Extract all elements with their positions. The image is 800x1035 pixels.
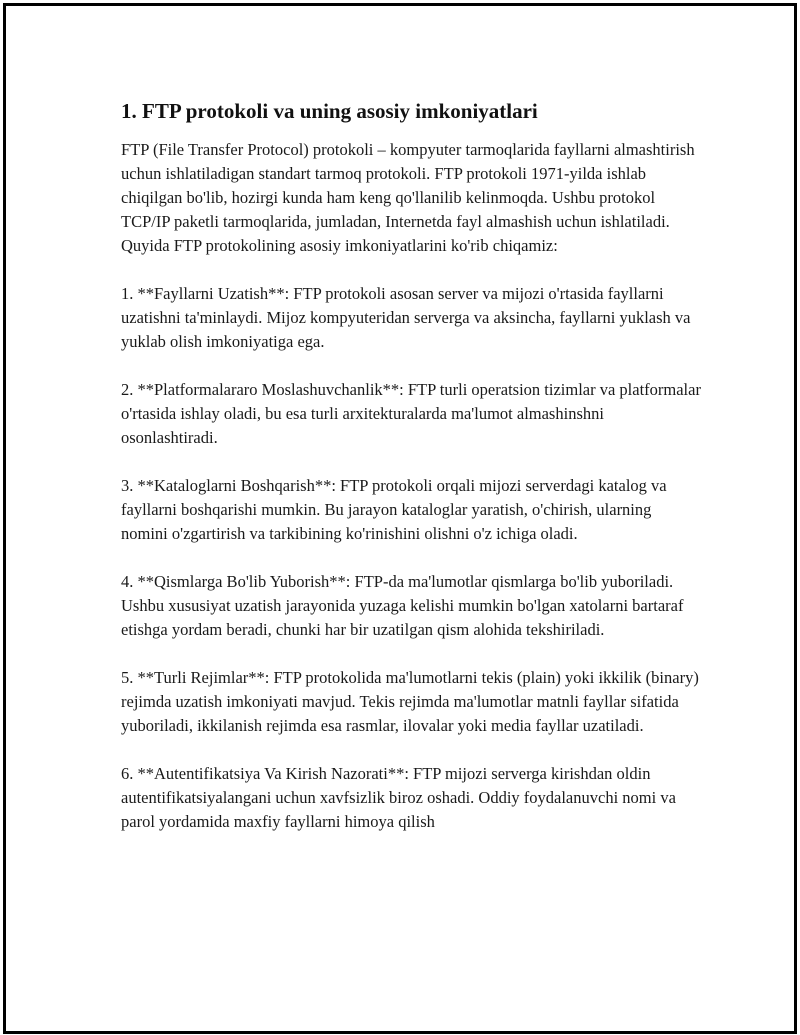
paragraph-transfer-modes: 5. **Turli Rejimlar**: FTP protokolida ma'lumotlarni tekis (plain) yoki ikkilik (binary) rejimda uzatish imkoniyati mavjud. Tekis rejimda ma'lumotlar matnli fayllar sifatida yuboriladi, ikkilanish rejimda esa rasmlar, ilovalar yoki media fayllar uzatiladi. [121,668,699,735]
paragraph-cross-platform: 2. **Platformalararo Moslashuvchanlik**: FTP turli operatsion tizimlar va platformalar o'rtasida ishlay oladi, bu esa turli arxitekturalarda ma'lumot almashinshni osonlashtiradi. [121,380,701,447]
paragraph-file-transfer: 1. **Fayllarni Uzatish**: FTP protokoli asosan server va mijozi o'rtasida fayllarni uzatishni ta'minlaydi. Mijoz kompyuteridan serverga va aksincha, fayllarni yuklash va yuklab olish imkoniyatiga ega. [121,284,691,351]
document-content [121,96,701,858]
paragraph-chunked-transfer: 4. **Qismlarga Bo'lib Yuborish**: FTP-da ma'lumotlar qismlarga bo'lib yuboriladi. Ushbu xususiyat uzatish jarayonida yuzaga kelishi mumkin bo'lgan xatolarni bartaraf etishga yordam beradi, chunki har bir uzatilgan qism alohida tekshiriladi. [121,572,684,639]
paragraph-directory-management: 3. **Kataloglarni Boshqarish**: FTP protokoli orqali mijozi serverdagi katalog va fayllarni boshqarishi mumkin. Bu jarayon kataloglar yaratish, o'chirish, ularning nomini o'zgartirish va tarkibining ko'rinishini olishni o'z ichiga oladi. [121,476,667,543]
paragraph-authentication: 6. **Autentifikatsiya Va Kirish Nazorati**: FTP mijozi serverga kirishdan oldin autentifikatsiyalangani uchun xavfsizlik biroz oshadi. Oddiy foydalanuvchi nomi va parol yordamida maxfiy fayllarni himoya qilish [121,764,676,831]
document-page [3,3,797,1034]
section-heading: 1. FTP protokoli va uning asosiy imkoniyatlari [121,99,538,123]
intro-paragraph: FTP (File Transfer Protocol) protokoli – kompyuter tarmoqlarida fayllarni almashtirish uchun ishlatiladigan standart tarmoq protokoli. FTP protokoli 1971-yilda ishlab chiqilgan bo'lib, hozirgi kunda ham keng qo'llanilib kelinmoqda. Ushbu protokol TCP/IP paketli tarmoqlarida, jumladan, Internetda fayl almashish uchun ishlatiladi. Quyida FTP protokolining asosiy imkoniyatlarini ko'rib chiqamiz: [121,140,695,255]
